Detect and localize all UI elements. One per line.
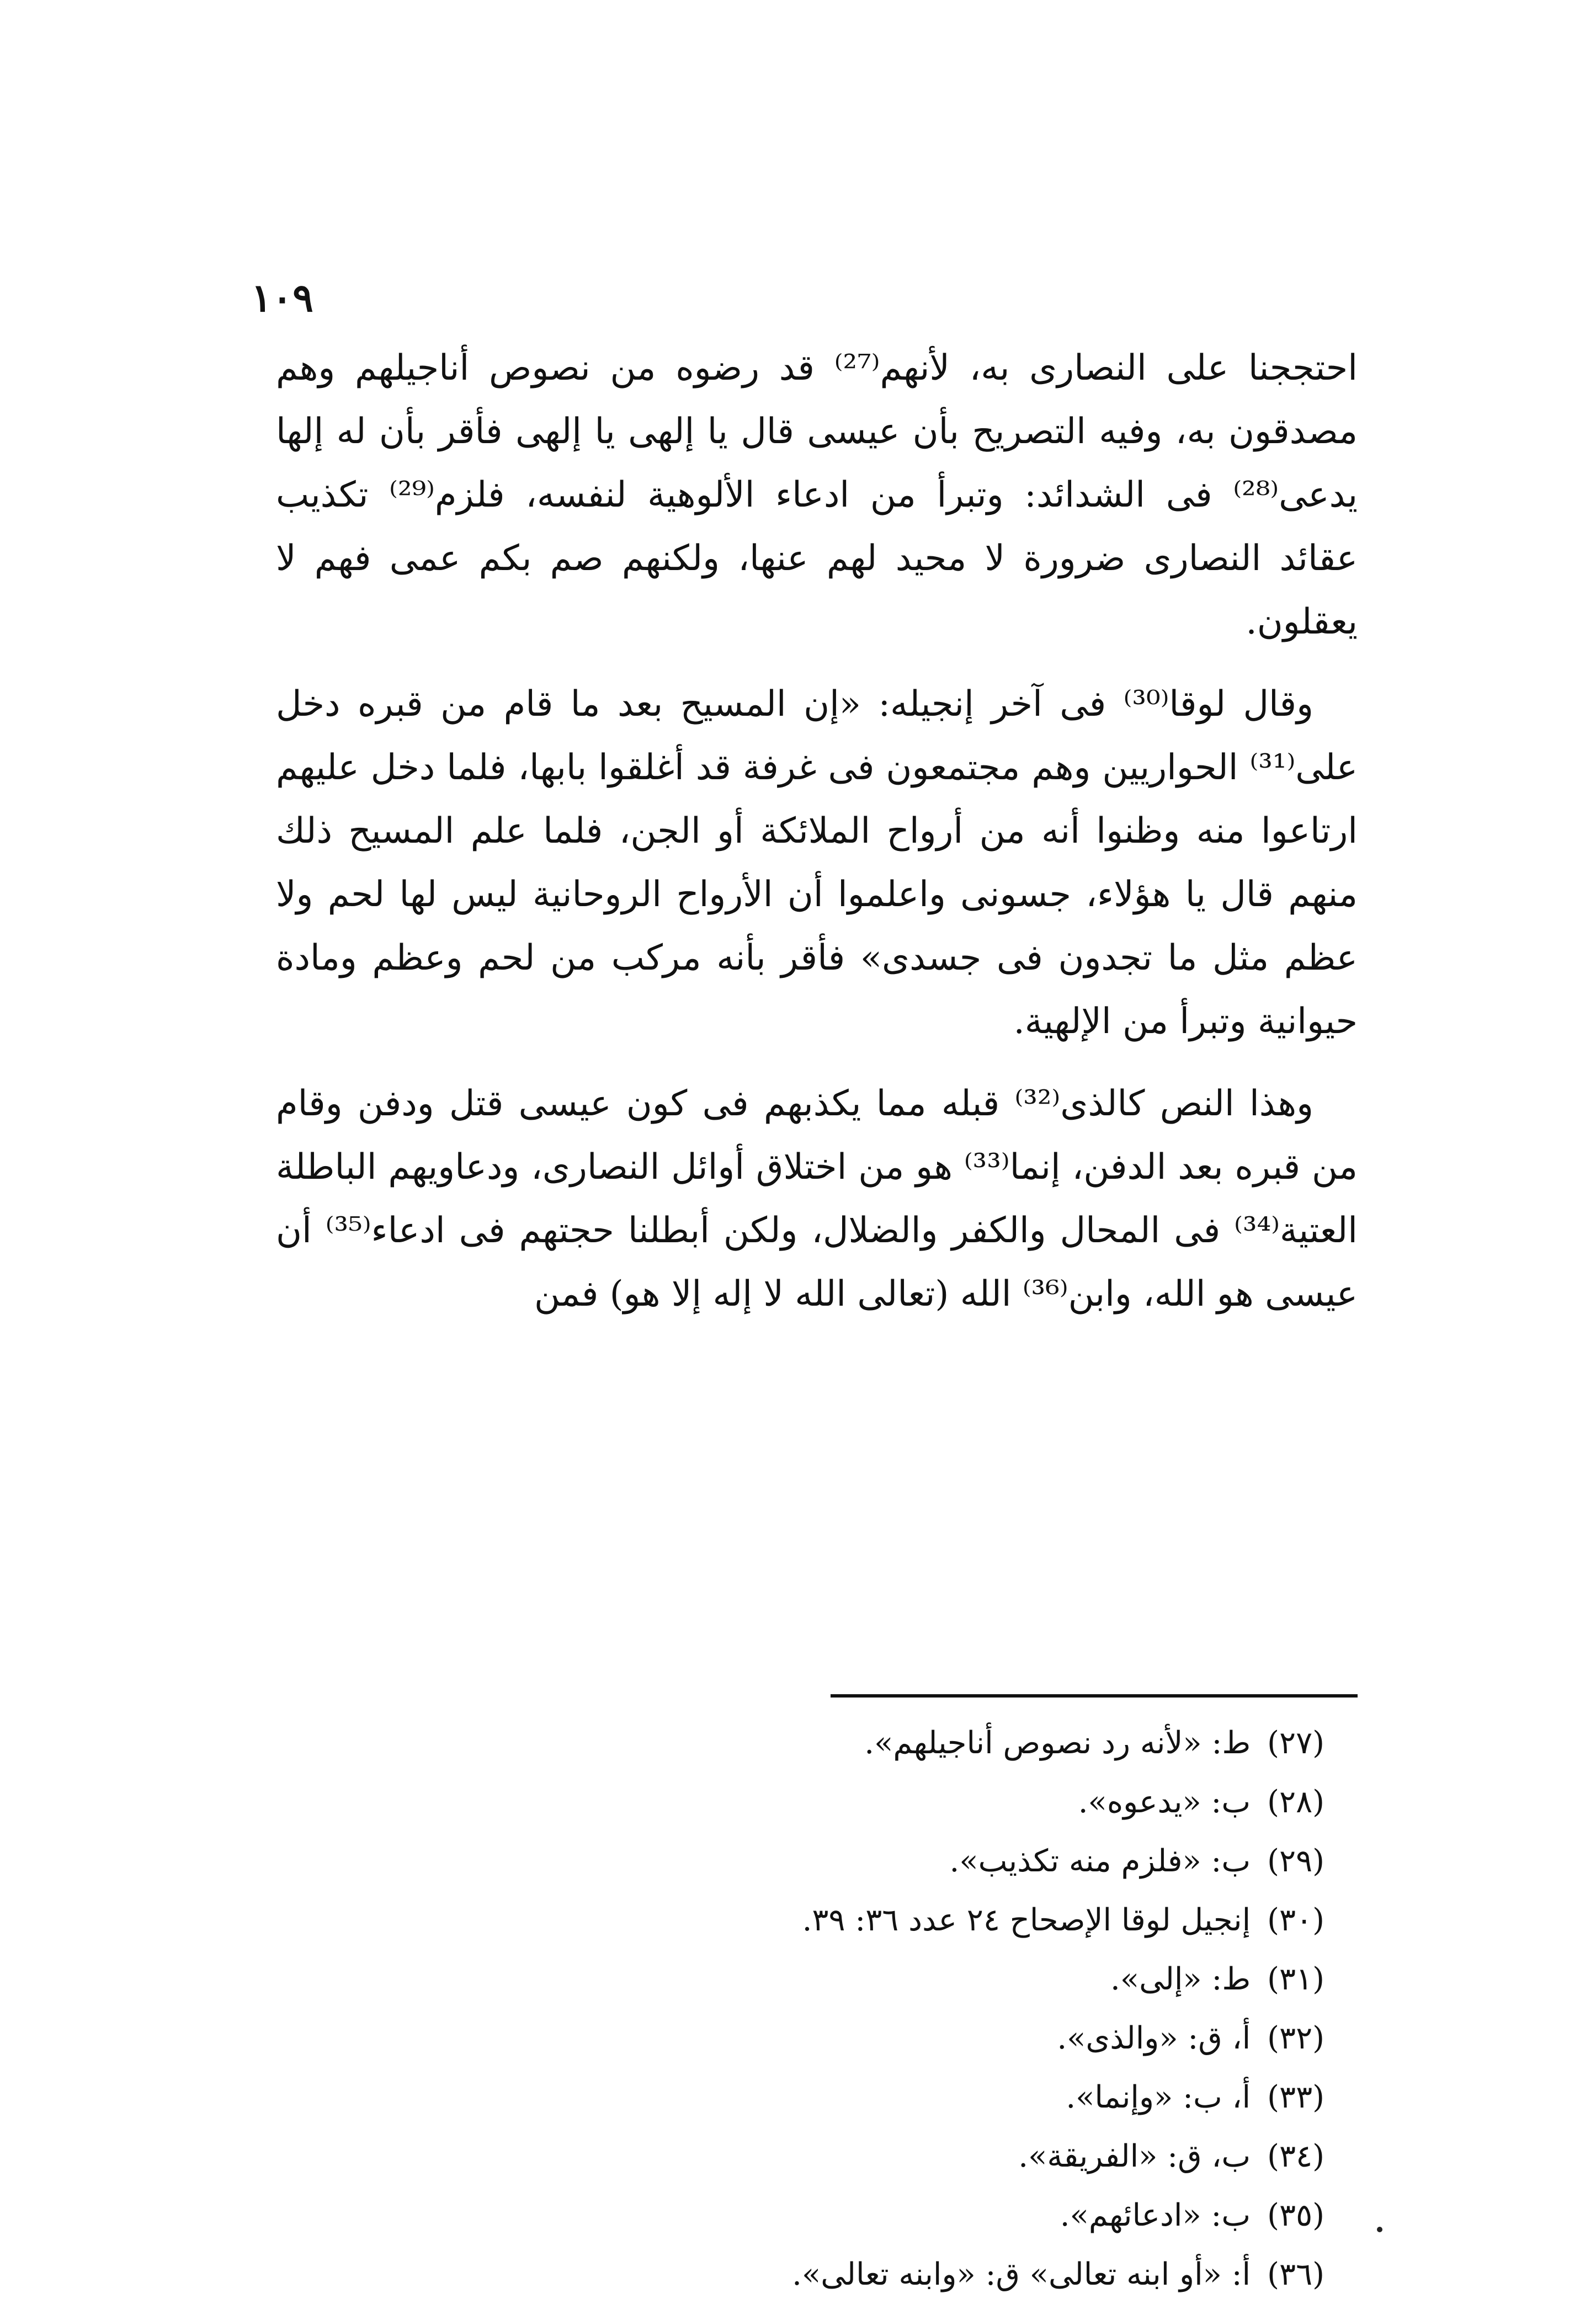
footnote-number: (٢٨): [1267, 1784, 1324, 1820]
footnote-number: (٢٧): [1267, 1725, 1324, 1761]
footnote-number: (٢٩): [1267, 1843, 1324, 1879]
main-text: [276, 337, 1358, 1345]
footnote-number: (٣٥): [1267, 2197, 1324, 2233]
footnote: [552, 2009, 1324, 2068]
footnote: [552, 1773, 1324, 1832]
footnote-number: (٣٢): [1267, 2020, 1324, 2056]
footnote: [552, 1891, 1324, 1950]
footnote: [552, 2245, 1324, 2304]
footnote-text: إنجيل لوقا الإصحاح ٢٤ عدد ٣٦: ٣٩.: [802, 1902, 1251, 1938]
footnote: [552, 2068, 1324, 2127]
footnote-text: ب: «فلزم منه تكذيب».: [949, 1843, 1251, 1879]
footnote-number: (٣٠): [1267, 1902, 1324, 1938]
footnote-text: أ، ق: «والذى».: [1057, 2020, 1251, 2056]
paragraph: وهذا النص كالذى⁽³²⁾ قبله مما يكذبهم فى كون عيسى قتل ودفن وقام من قبره بعد الدفن، إنما⁽³³⁾ هو من اختلاق أوائل النصارى، ودعاويهم الباطلة العتية⁽³⁴⁾ فى المحال والكفر والضلال، ولكن أبطلنا حجتهم فى ادعاء⁽³⁵⁾ أن عيسى هو الله، وابن⁽³⁶⁾ الله (تعالى الله لا إله إلا هو) فمن: [276, 1083, 1358, 1315]
footnote-text: ب: «ادعائهم».: [1060, 2197, 1251, 2233]
footnote: [552, 2186, 1324, 2245]
footnote-separator: [831, 1694, 1358, 1698]
footnotes: [552, 1714, 1324, 2304]
footnote-text: ب: «يدعوه».: [1078, 1784, 1251, 1820]
paragraph: وقال لوقا⁽³⁰⁾ فى آخر إنجيله: «إن المسيح بعد ما قام من قبره دخل على⁽³¹⁾ الحواريين وهم مجتمعون فى غرفة قد أغلقوا بابها، فلما دخل عليهم ارتاعوا منه وظنوا أنه من أرواح الملائكة أو الجن، فلما علم المسيح ذلك منهم قال يا هؤلاء، جسونى واعلموا أن الأرواح الروحانية ليس لها لحم ولا عظم مثل ما تجدون فى جسدى» فأقر بأنه مركب من لحم وعظم ومادة حيوانية وتبرأ من الإلهية.: [276, 684, 1358, 1042]
footnote-number: (٣١): [1267, 1961, 1324, 1997]
scan-speck: [1377, 2227, 1382, 2232]
footnote-text: ط: «لأنه رد نصوص أناجيلهم».: [864, 1725, 1251, 1761]
footnote-number: (٣٦): [1267, 2257, 1324, 2292]
footnote: [552, 1832, 1324, 1891]
page-number: ١٠٩: [251, 275, 313, 321]
footnote: [552, 1714, 1324, 1773]
footnote-number: (٣٣): [1267, 2079, 1324, 2115]
footnote-number: (٣٤): [1267, 2138, 1324, 2174]
footnote-text: أ، ب: «وإنما».: [1066, 2079, 1251, 2115]
footnote-text: ط: «إلى».: [1110, 1961, 1251, 1997]
footnote-text: أ: «أو ابنه تعالى» ق: «وابنه تعالى».: [792, 2257, 1251, 2292]
paragraph: احتججنا على النصارى به، لأنهم⁽²⁷⁾ قد رضوه من نصوص أناجيلهم وهم مصدقون به، وفيه التصريح بأن عيسى قال يا إلهى يا إلهى فأقر بأن له إلها يدعى⁽²⁸⁾ فى الشدائد: وتبرأ من ادعاء الألوهية لنفسه، فلزم⁽²⁹⁾ تكذيب عقائد النصارى ضرورة لا محيد لهم عنها، ولكنهم صم بكم عمى فهم لا يعقلون.: [276, 348, 1358, 642]
footnote: [552, 1950, 1324, 2009]
footnote: [552, 2127, 1324, 2186]
footnote-text: ب، ق: «الفريقة».: [1018, 2138, 1251, 2174]
